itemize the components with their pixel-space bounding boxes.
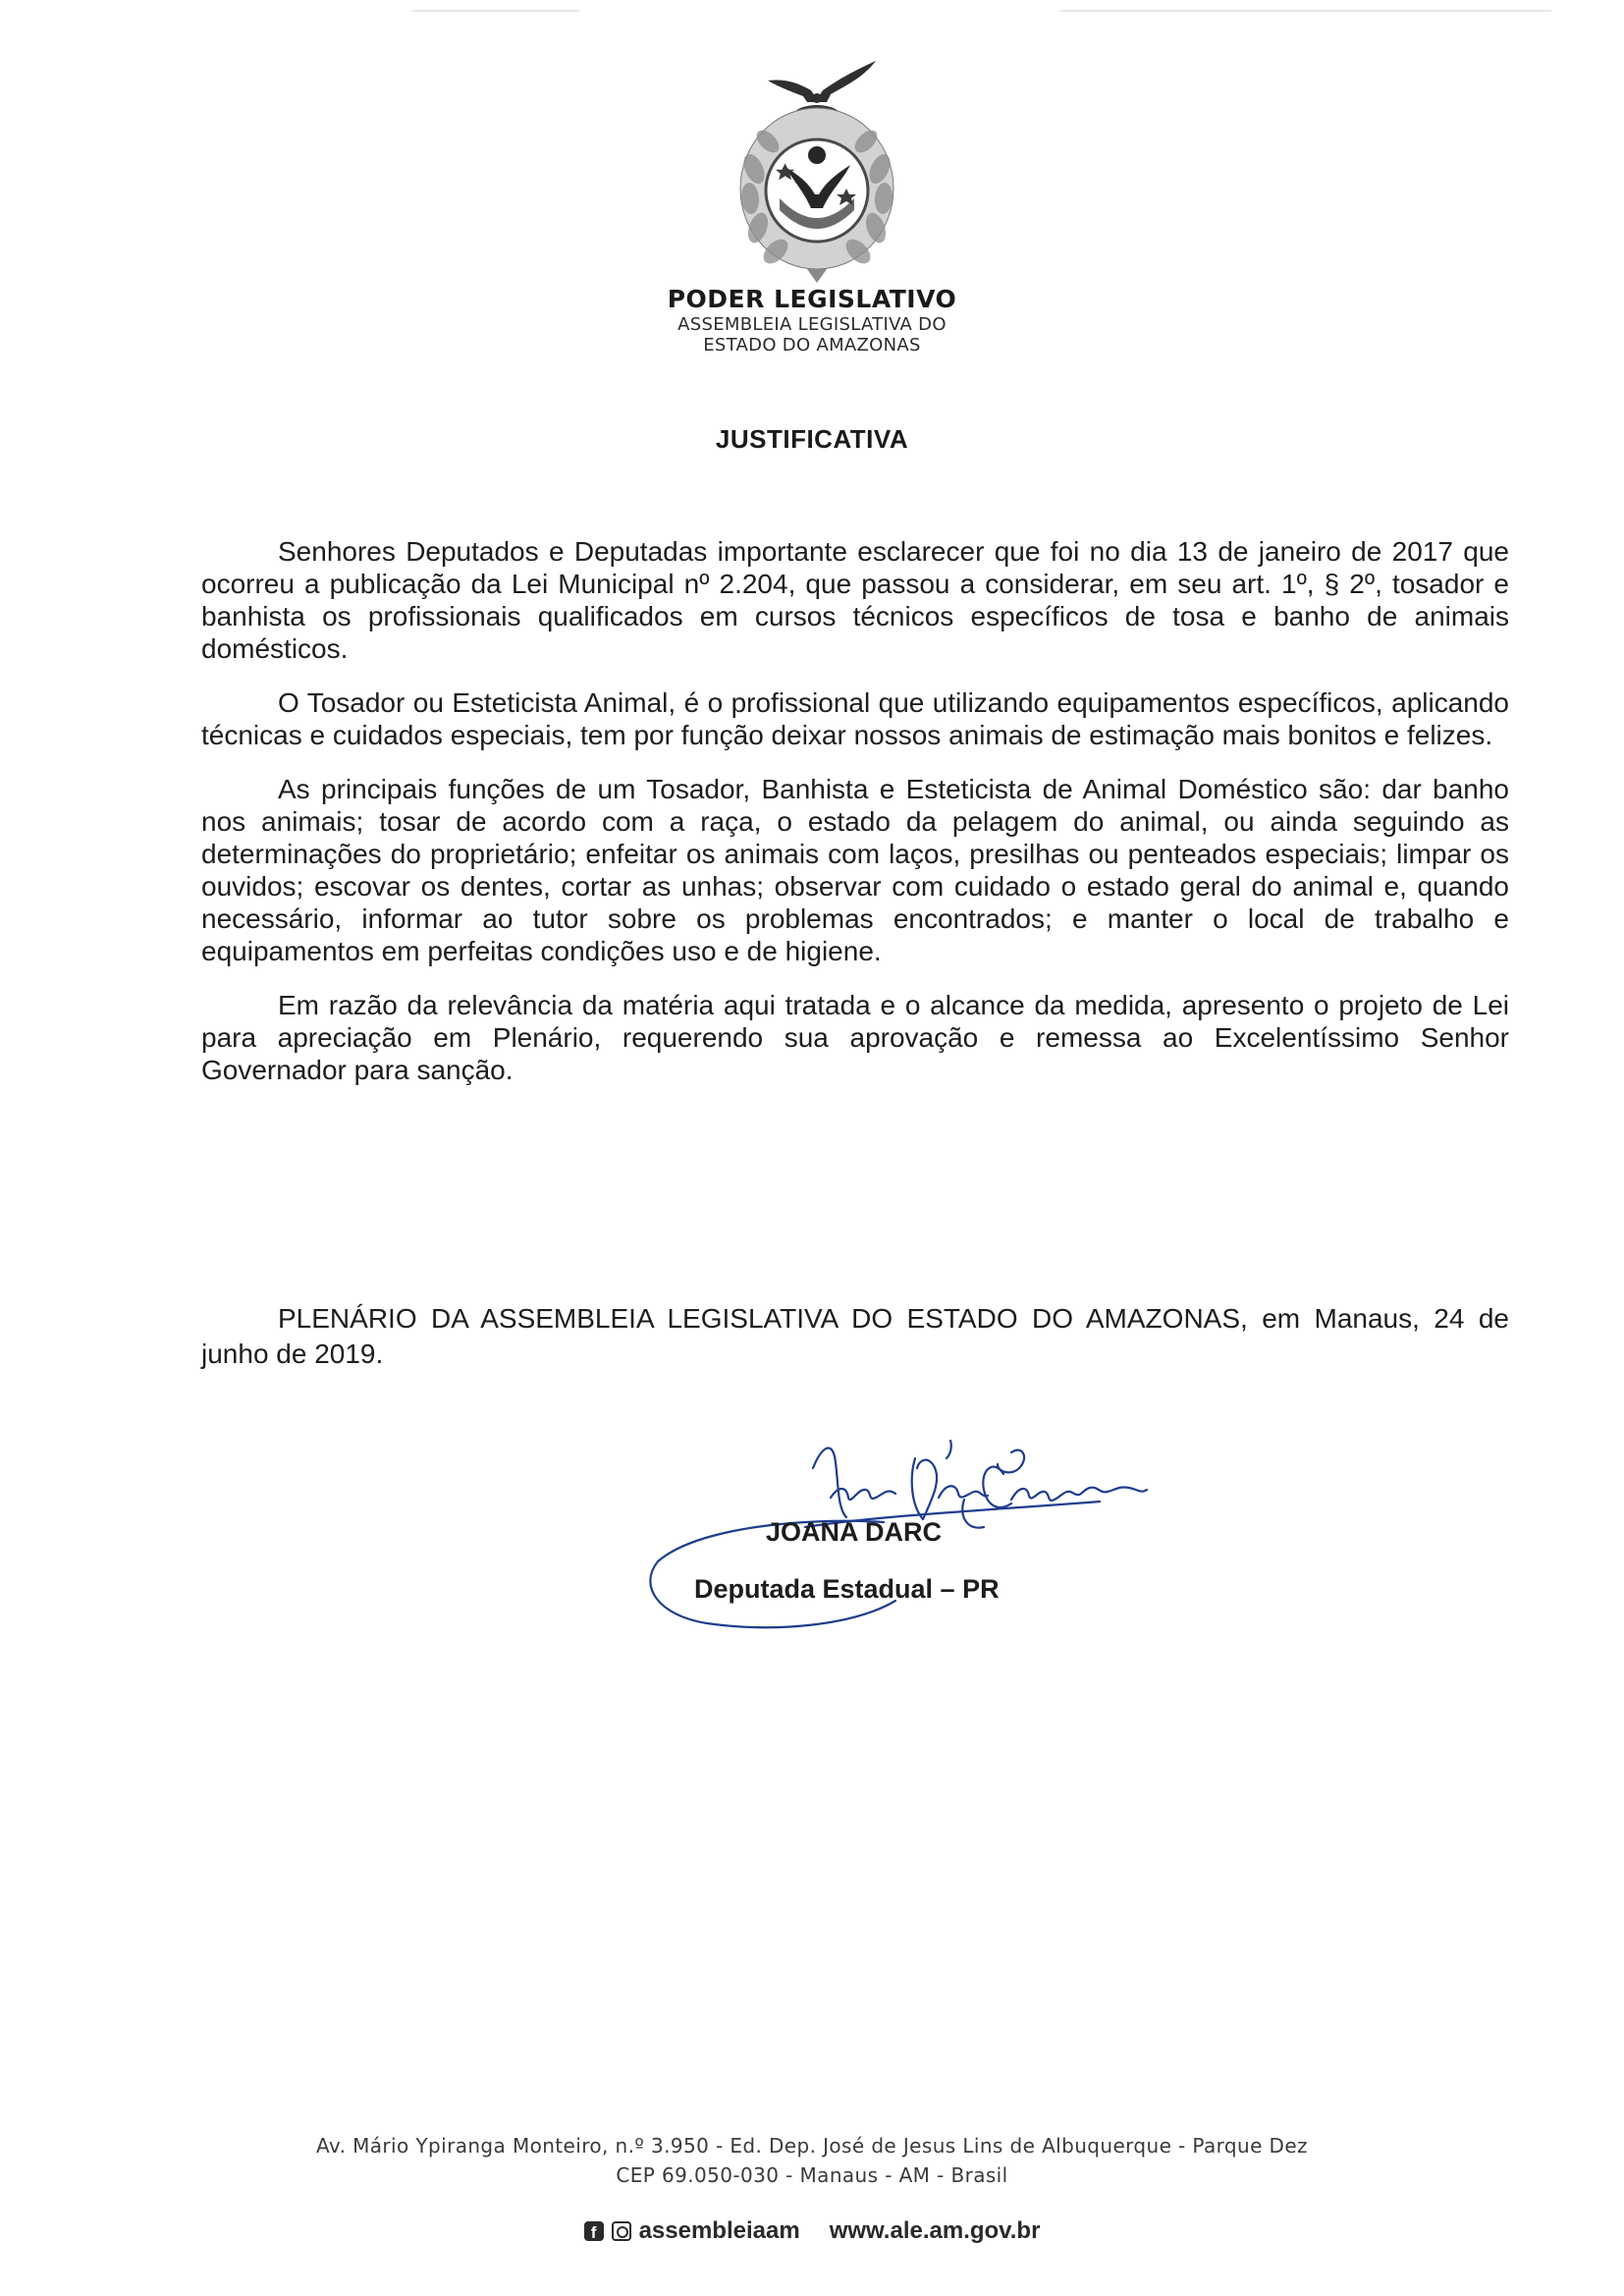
organization-subtitle-line1: ASSEMBLEIA LEGISLATIVA DO: [677, 314, 947, 335]
coat-of-arms-icon: [729, 51, 905, 285]
signatory-role: Deputada Estadual – PR: [694, 1574, 1000, 1604]
scan-artifact: [412, 10, 579, 12]
body-paragraph-2: O Tosador ou Esteticista Animal, é o profissional que utilizando equipamentos específicos, aplicando técnicas e cuidados especiais, tem por função deixar nossos animais de estimação mais bonitos e felizes.: [201, 687, 1509, 750]
closing-statement: PLENÁRIO DA ASSEMBLEIA LEGISLATIVA DO ESTADO DO AMAZONAS, em Manaus, 24 de junho de 2019.: [201, 1303, 1509, 1369]
footer-address-line2: CEP 69.050-030 - Manaus - AM - Brasil: [616, 2163, 1008, 2187]
social-handle: assembleiaam: [638, 2217, 800, 2244]
footer-address-line1: Av. Mário Ypiranga Monteiro, n.º 3.950 - Ed. Dep. José de Jesus Lins de Albuquerque - Parque Dez: [316, 2134, 1308, 2158]
body-paragraph-3: As principais funções de um Tosador, Banhista e Esteticista de Animal Doméstico são: dar banho nos animais; tosar de acordo com a raça, o estado da pelagem do animal, ou ainda seguindo as determinações do proprietário; enfeitar os animais com laços, presilhas ou penteados especiais; limpar os ouvidos; escovar os dentes, cortar as unhas; observar com cuidado o estado geral do animal e, quando necessário, informar ao tutor sobre os problemas encontrados; e manter o local de trabalho e equipamentos em perfeitas condições uso e de higiene.: [201, 774, 1509, 966]
signatory-name: JOANA DARC: [766, 1517, 943, 1547]
website-url: www.ale.am.gov.br: [829, 2217, 1041, 2244]
organization-title: PODER LEGISLATIVO: [667, 285, 957, 313]
footer-address: [0, 2131, 1624, 2190]
body-paragraph-4: Em razão da relevância da matéria aqui tratada e o alcance da medida, apresento o projeto de Lei para apreciação em Plenário, requerendo sua aprovação e remessa ao Excelentíssimo Senhor Governador para sanção.: [201, 990, 1509, 1085]
facebook-icon: f: [584, 2221, 604, 2241]
body-paragraph-1: Senhores Deputados e Deputadas importante esclarecer que foi no dia 13 de janeiro de 2017 que ocorreu a publicação da Lei Municipal nº 2.204, que passou a considerar, em seu art. 1º, § 2º, tosador e banhista os profissionais qualificados em cursos técnicos específicos de tosa e banho de animais domésticos.: [201, 536, 1509, 664]
document-title: JUSTIFICATIVA: [715, 424, 909, 454]
scan-artifact: [1060, 10, 1551, 12]
footer-social: [0, 2217, 1624, 2245]
instagram-icon: [612, 2221, 631, 2241]
letterhead: [616, 285, 1008, 355]
document-body: [201, 535, 1509, 1108]
organization-subtitle-line2: ESTADO DO AMAZONAS: [703, 335, 921, 355]
